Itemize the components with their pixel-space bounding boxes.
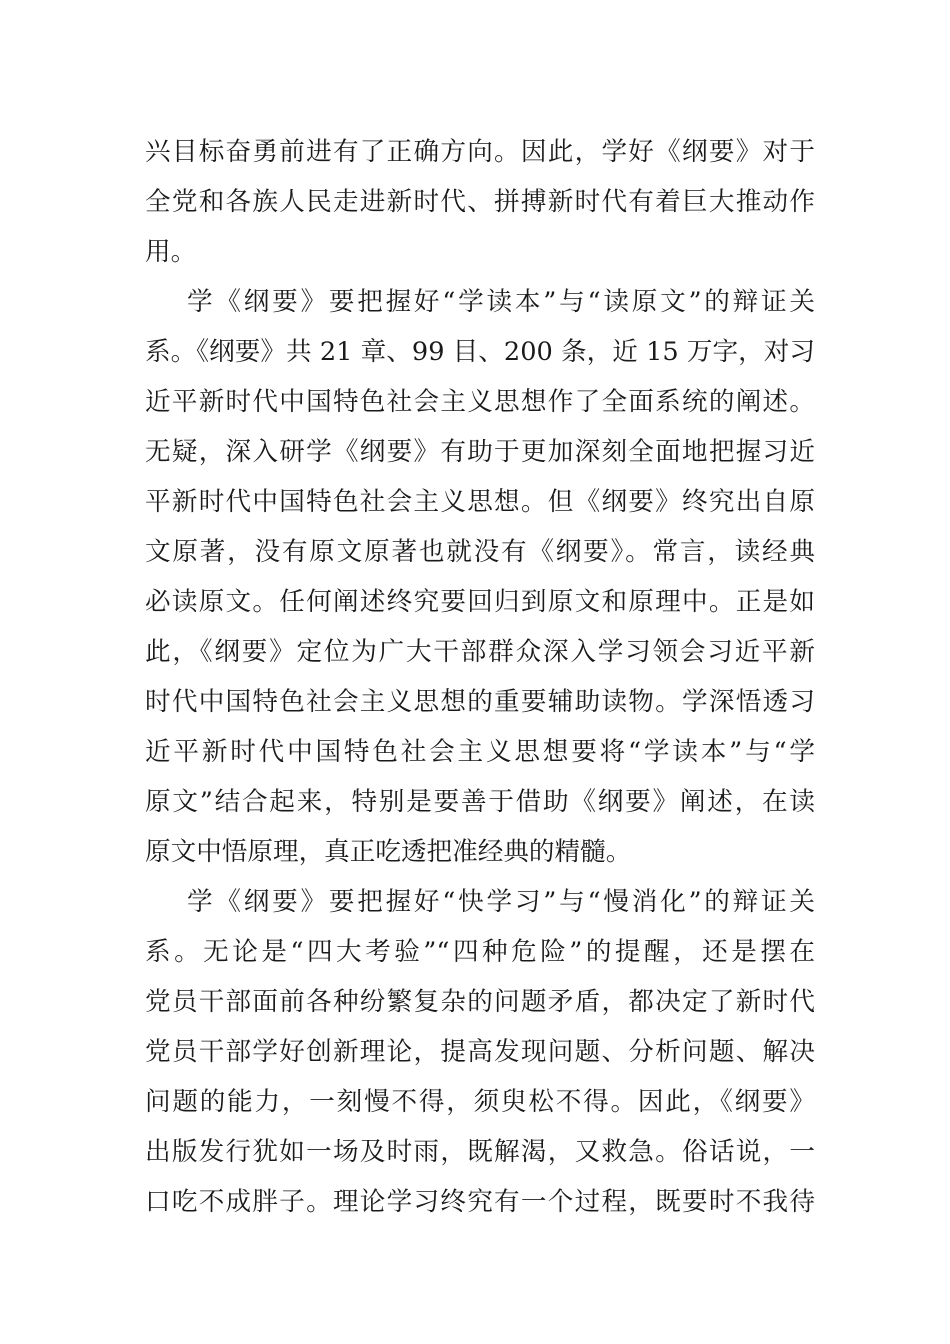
paragraph-line: 时代中国特色社会主义思想的重要辅助读物。学深悟透习 <box>145 687 815 717</box>
paragraph-line: 党员干部学好创新理论，提高发现问题、分析问题、解决 <box>145 1037 815 1067</box>
paragraph-line: 文原著，没有原文原著也就没有《纲要》。常言，读经典 <box>145 537 815 567</box>
paragraph-line: 系。《纲要》共 21 章、99 目、200 条，近 15 万字，对习 <box>145 337 815 367</box>
paragraph-line: 近平新时代中国特色社会主义思想作了全面系统的阐述。 <box>145 387 815 417</box>
paragraph-line: 平新时代中国特色社会主义思想。但《纲要》终究出自原 <box>145 487 815 517</box>
paragraph-line: 兴目标奋勇前进有了正确方向。因此，学好《纲要》对于 <box>145 137 815 167</box>
paragraph <box>145 877 815 1227</box>
paragraph <box>145 277 815 877</box>
paragraph <box>145 127 815 277</box>
paragraph-line: 问题的能力，一刻慢不得，须臾松不得。因此，《纲要》 <box>145 1087 815 1117</box>
paragraph-line: 学《纲要》要把握好“学读本”与“读原文”的辩证关 <box>187 287 815 317</box>
paragraph-line: 学《纲要》要把握好“快学习”与“慢消化”的辩证关 <box>187 887 815 917</box>
paragraph-line: 无疑，深入研学《纲要》有助于更加深刻全面地把握习近 <box>145 437 815 467</box>
paragraph-line: 此，《纲要》定位为广大干部群众深入学习领会习近平新 <box>145 637 815 667</box>
paragraph-line: 原文”结合起来，特别是要善于借助《纲要》阐述，在读 <box>145 787 815 817</box>
paragraph-line: 近平新时代中国特色社会主义思想要将“学读本”与“学 <box>145 737 815 767</box>
document-body <box>145 127 815 1227</box>
paragraph-line: 原文中悟原理，真正吃透把准经典的精髓。 <box>145 837 632 867</box>
paragraph-line: 用。 <box>145 237 197 267</box>
paragraph-line: 口吃不成胖子。理论学习终究有一个过程，既要时不我待 <box>145 1187 815 1217</box>
paragraph-line: 全党和各族人民走进新时代、拼搏新时代有着巨大推动作 <box>145 187 815 217</box>
paragraph-line: 系。无论是“四大考验”“四种危险”的提醒，还是摆在 <box>145 937 815 967</box>
paragraph-line: 党员干部面前各种纷繁复杂的问题矛盾，都决定了新时代 <box>145 987 815 1017</box>
paragraph-line: 出版发行犹如一场及时雨，既解渴，又救急。俗话说，一 <box>145 1137 815 1167</box>
paragraph-line: 必读原文。任何阐述终究要回归到原文和原理中。正是如 <box>145 587 815 617</box>
